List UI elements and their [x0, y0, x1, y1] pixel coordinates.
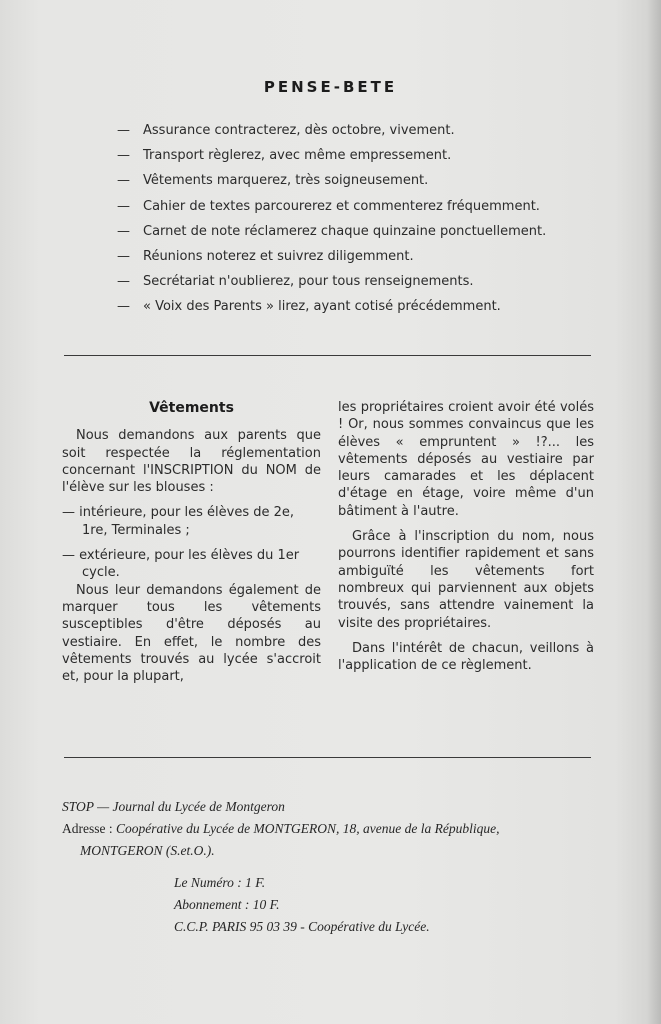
- dash: —: [117, 173, 130, 189]
- dash: —: [117, 123, 130, 138]
- article-paragraph: les propriétaires croient avoir été volés ! Or, nous sommes convaincus que les élèves « empruntent » !?... les vêtements déposés au vestiaire par leurs camarades et les déplacent d'étage en étage, voire même d'un bâtiment à l'autre.: [338, 400, 594, 519]
- dash: —: [117, 274, 130, 290]
- list-item: [117, 118, 617, 143]
- dash: —: [117, 299, 130, 315]
- article-bullet: — extérieure, pour les élèves du 1er cycle.: [62, 548, 300, 581]
- pricing-block: [174, 872, 614, 938]
- dash: —: [117, 223, 130, 239]
- colophon: [62, 796, 622, 934]
- dash: —: [117, 198, 130, 214]
- address-text: Coopérative du Lycée de MONTGERON, 18, avenue de la République,: [116, 821, 500, 836]
- address-line-2: MONTGERON (S.et.O.).: [80, 843, 215, 858]
- article-title: Vêtements: [149, 400, 234, 416]
- divider-top: [64, 355, 591, 356]
- list-item-text: Assurance contracterez, dès octobre, vivement.: [143, 123, 455, 138]
- list-item: [117, 219, 617, 244]
- page-title: PENSE-BETE: [263, 78, 398, 96]
- list-item: [117, 294, 617, 319]
- article-bullet: — intérieure, pour les élèves de 2e, 1re, Terminales ;: [62, 505, 295, 538]
- list-item-text: Transport règlerez, avec même empressement.: [143, 148, 452, 164]
- list-item-text: Secrétariat n'oublierez, pour tous renseignements.: [143, 274, 474, 290]
- list-item-text: Cahier de textes parcourerez et commenterez fréquemment.: [143, 198, 540, 214]
- list-item: [117, 168, 617, 193]
- list-item-text: « Voix des Parents » lirez, ayant cotisé précédemment.: [143, 299, 501, 315]
- memo-list: [117, 118, 617, 320]
- list-item: [117, 244, 617, 269]
- dash: —: [117, 148, 130, 164]
- journal-subtitle: — Journal du Lycée de Montgeron: [93, 799, 285, 814]
- article-paragraph: Dans l'intérêt de chacun, veillons à l'application de ce règlement.: [338, 640, 594, 674]
- article-right-column: [338, 399, 594, 674]
- list-item: [117, 269, 617, 294]
- article-left-column: [62, 400, 321, 685]
- article-paragraph: Grâce à l'inscription du nom, nous pourrons identifier rapidement et sans ambiguïté les vêtements fort nombreux qui parviennent aux objets trouvés, sans attendre vainement la visite des propriétaires.: [338, 529, 594, 631]
- divider-bottom: [64, 757, 591, 758]
- journal-name: STOP: [62, 799, 94, 814]
- article-paragraph: Nous demandons aux parents que soit respectée la réglementation concernant l'INSCRIPTION du NOM de l'élève sur les blouses :: [62, 428, 321, 496]
- list-item-text: Carnet de note réclamerez chaque quinzaine ponctuellement.: [143, 223, 547, 239]
- list-item-text: Réunions noterez et suivrez diligemment.: [143, 249, 414, 265]
- article-paragraph: Nous leur demandons également de marquer tous les vêtements susceptibles d'être déposés au vestiaire. En effet, le nombre des vêtements trouvés au lycée s'accroit et, pour la plupart,: [62, 582, 321, 685]
- postal-account: C.C.P. PARIS 95 03 39 - Coopérative du Lycée.: [174, 919, 430, 934]
- list-item: [117, 194, 617, 219]
- dash: —: [117, 249, 130, 265]
- journal-line: [62, 796, 622, 818]
- price-single: Le Numéro : 1 F.: [174, 875, 266, 890]
- address-line: [62, 818, 622, 840]
- list-item-text: Vêtements marquerez, très soigneusement.: [143, 173, 429, 189]
- price-subscription: Abonnement : 10 F.: [174, 897, 280, 912]
- page-edge-shadow: [647, 0, 661, 1024]
- address-label: Adresse :: [62, 821, 116, 836]
- list-item: [117, 143, 617, 168]
